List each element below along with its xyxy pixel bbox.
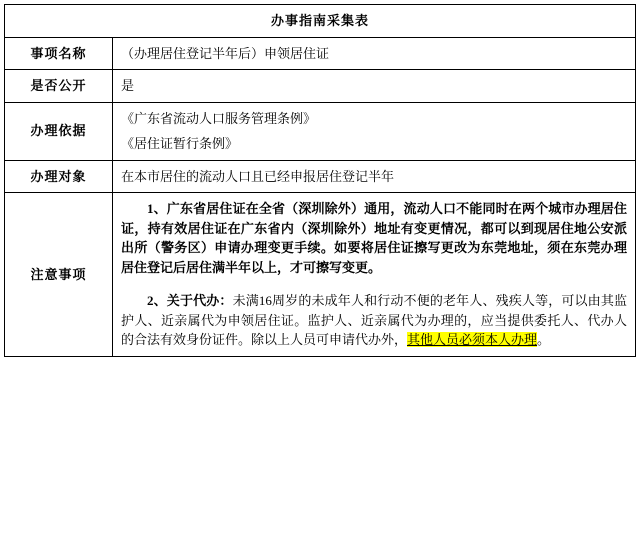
document-title: 办事指南采集表 bbox=[5, 5, 636, 38]
notice-paragraph-1: 1、广东省居住证在全省（深圳除外）通用，流动人口不能同时在两个城市办理居住证，持有效居住证在广东省内（深圳除外）地址有变更情况，都可以到现居住地公安派出所（警务区）申请办理变更手续。如要将居住证擦写更改为东莞地址，须在东莞办理居住登记后居住满半年以上，才可擦写变更。 bbox=[121, 201, 627, 275]
notice-paragraph-2-lead: 2、关于代办： bbox=[147, 293, 233, 308]
notice-highlight: 其他人员必须本人办理 bbox=[407, 332, 538, 347]
table-row bbox=[5, 102, 636, 160]
notice-paragraph-2-tail: 。 bbox=[537, 332, 551, 347]
row-label-basis: 办理依据 bbox=[5, 102, 113, 160]
table-row bbox=[5, 37, 636, 70]
table-row bbox=[5, 160, 636, 193]
notice-paragraph-2-rest: 未满16周岁的未成年人和行动不便的老年人、残疾人等，可以由其监护人、近亲属代为申领居住证。监护人、近亲属代为办理的，应当提供委托人、代办人的合法有效身份证件。除以上人员可申请代办外， bbox=[121, 293, 627, 347]
basis-line-1: 《广东省流动人口服务管理条例》 bbox=[121, 110, 317, 126]
row-value-basis bbox=[113, 102, 636, 160]
table-row-notice bbox=[5, 193, 636, 357]
row-label-notice: 注意事项 bbox=[5, 193, 113, 357]
guide-collection-table bbox=[4, 4, 636, 357]
row-value-item-name: （办理居住登记半年后）申领居住证 bbox=[113, 37, 636, 70]
row-value-notice bbox=[113, 193, 636, 357]
row-label-target: 办理对象 bbox=[5, 160, 113, 193]
document-page bbox=[0, 4, 640, 560]
table-row-title bbox=[5, 5, 636, 38]
row-label-public: 是否公开 bbox=[5, 70, 113, 103]
table-row bbox=[5, 70, 636, 103]
row-value-public: 是 bbox=[113, 70, 636, 103]
row-value-target: 在本市居住的流动人口且已经申报居住登记半年 bbox=[113, 160, 636, 193]
notice-paragraph-2 bbox=[121, 291, 627, 350]
row-label-item-name: 事项名称 bbox=[5, 37, 113, 70]
basis-line-2: 《居住证暂行条例》 bbox=[121, 136, 239, 151]
